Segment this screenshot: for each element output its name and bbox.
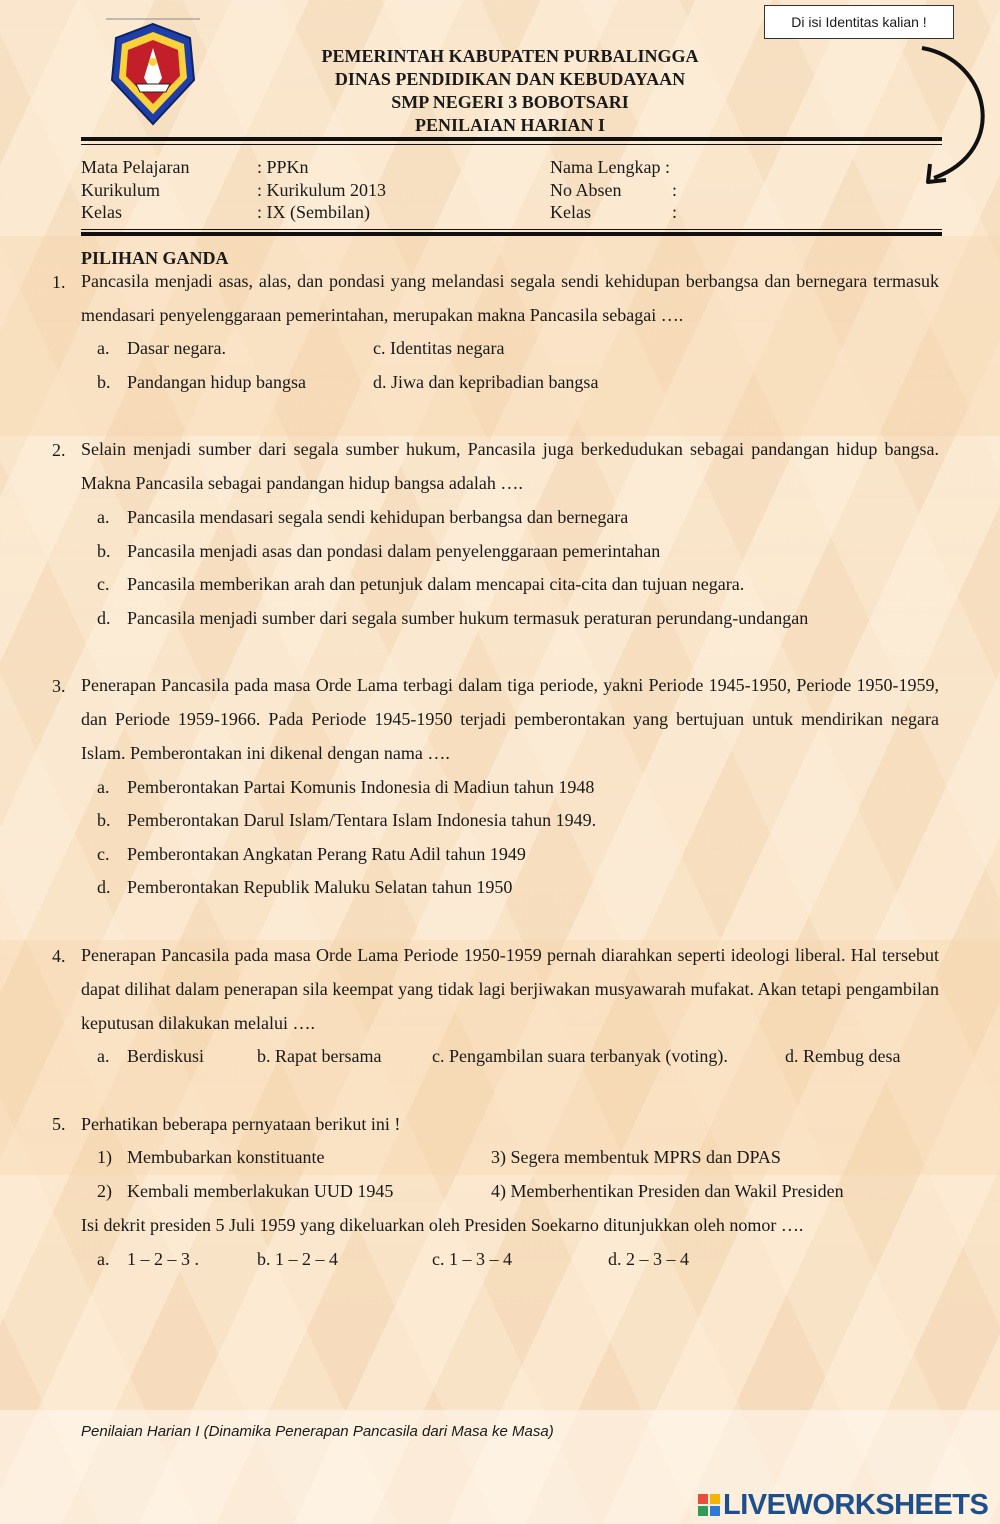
identity-rule-thin: [81, 229, 942, 230]
option-letter: a.: [97, 338, 110, 358]
question-text: Selain menjadi sumber dari segala sumber hukum, Pancasila juga berkedudukan sebagai pandangan hidup bangsa. Makna Pancasila sebagai pandangan hidup bangsa adalah ….: [81, 439, 939, 493]
question-number: 1.: [52, 272, 66, 292]
option-2d[interactable]: Pancasila menjadi sumber dari segala sumber hukum termasuk peraturan perundang-undangan: [127, 608, 809, 628]
option-letter: a.: [97, 1046, 110, 1066]
option-letter: c.: [97, 844, 110, 864]
identity-label-curriculum: Kurikulum: [81, 180, 160, 200]
identity-colon-kelas: :: [672, 202, 678, 222]
question-number: 5.: [52, 1114, 66, 1134]
statement-2: Kembali memberlakukan UUD 1945: [127, 1181, 394, 1201]
option-letter: b.: [97, 810, 111, 830]
option-5c[interactable]: c. 1 – 3 – 4: [432, 1249, 512, 1269]
header-rule-thin: [81, 144, 942, 145]
option-letter: d.: [97, 877, 111, 897]
footer-text: Penilaian Harian I (Dinamika Penerapan Pancasila dari Masa ke Masa): [81, 1423, 554, 1440]
question-number: 3.: [52, 676, 66, 696]
question-text: Penerapan Pancasila pada masa Orde Lama Periode 1950-1959 pernah diarahkan seperti ideologi liberal. Hal tersebut dapat dilihat dalam penerapan sila keempat yang tidak lagi berjiwakan musyawarah mufakat. Akan tetapi pengambilan keputusan dilakukan melalui ….: [81, 945, 939, 1033]
question-number: 4.: [52, 946, 66, 966]
header-line-3: SMP NEGERI 3 BOBOTSARI: [391, 92, 629, 112]
identity-value-curriculum: : Kurikulum 2013: [257, 180, 386, 200]
header-rule: [81, 137, 942, 141]
statement-number: 1): [97, 1147, 112, 1167]
question-text: Perhatikan beberapa pernyataan berikut ini !: [81, 1114, 401, 1134]
statement-4: 4) Memberhentikan Presiden dan Wakil Presiden: [491, 1181, 844, 1201]
identity-callout: [764, 5, 954, 39]
question-number: 2.: [52, 440, 66, 460]
option-5b[interactable]: b. 1 – 2 – 4: [257, 1249, 338, 1269]
section-title: PILIHAN GANDA: [81, 248, 229, 268]
identity-label-name: Nama Lengkap :: [550, 157, 670, 177]
callout-text: Di isi Identitas kalian !: [791, 14, 927, 30]
question-text: Penerapan Pancasila pada masa Orde Lama terbagi dalam tiga periode, yakni Periode 1945-1950, Periode 1950-1959, dan Periode 1959-1966. Pada Periode 1945-1950 terjadi pemberontakan yang bertujuan untuk mendirikan negara Islam. Pemberontakan ini dikenal dengan nama ….: [81, 675, 939, 763]
question-text: Pancasila menjadi asas, alas, dan pondasi yang melandasi segala sendi kehidupan berbangsa dan bernegara termasuk mendasari penyelenggaraan pemerintahan, merupakan makna Pancasila sebagai ….: [81, 271, 939, 325]
option-letter: a.: [97, 1249, 110, 1269]
brand-text: LIVEWORKSHEETS: [723, 1489, 989, 1521]
option-1a[interactable]: Dasar negara.: [127, 338, 226, 358]
identity-value-class: : IX (Sembilan): [257, 202, 370, 222]
kelas-input[interactable]: [690, 202, 890, 224]
brand-logo[interactable]: [698, 1490, 988, 1520]
option-letter: d.: [97, 608, 111, 628]
option-4d[interactable]: d. Rembug desa: [785, 1046, 901, 1066]
option-letter: b.: [97, 541, 111, 561]
option-5d[interactable]: d. 2 – 3 – 4: [608, 1249, 689, 1269]
question-stem: Isi dekrit presiden 5 Juli 1959 yang dikeluarkan oleh Presiden Soekarno ditunjukkan oleh nomor ….: [81, 1215, 804, 1235]
option-1d[interactable]: d. Jiwa dan kepribadian bangsa: [373, 372, 599, 392]
option-3a[interactable]: Pemberontakan Partai Komunis Indonesia di Madiun tahun 1948: [127, 777, 595, 797]
identity-rule: [81, 232, 942, 236]
option-letter: b.: [97, 372, 111, 392]
option-3b[interactable]: Pemberontakan Darul Islam/Tentara Islam Indonesia tahun 1949.: [127, 810, 597, 830]
option-letter: a.: [97, 777, 110, 797]
identity-label-kelas: Kelas: [550, 202, 591, 222]
header-line-1: PEMERINTAH KABUPATEN PURBALINGGA: [321, 46, 699, 66]
option-4c[interactable]: c. Pengambilan suara terbanyak (voting).: [432, 1046, 728, 1066]
option-letter: a.: [97, 507, 110, 527]
option-2b[interactable]: Pancasila menjadi asas dan pondasi dalam penyelenggaraan pemerintahan: [127, 541, 661, 561]
option-3c[interactable]: Pemberontakan Angkatan Perang Ratu Adil tahun 1949: [127, 844, 526, 864]
brand-grid-icon: [698, 1494, 720, 1516]
option-1c[interactable]: c. Identitas negara: [373, 338, 505, 358]
header-line-2: DINAS PENDIDIKAN DAN KEBUDAYAAN: [334, 69, 686, 89]
header-line-4: PENILAIAN HARIAN I: [414, 115, 606, 135]
option-2a[interactable]: Pancasila mendasari segala sendi kehidupan berbangsa dan bernegara: [127, 507, 629, 527]
absen-input[interactable]: [690, 180, 890, 202]
statement-number: 2): [97, 1181, 112, 1201]
identity-label-absen: No Absen: [550, 180, 622, 200]
identity-label-subject: Mata Pelajaran: [81, 157, 190, 177]
identity-label-class: Kelas: [81, 202, 122, 222]
option-1b[interactable]: Pandangan hidup bangsa: [127, 372, 306, 392]
option-3d[interactable]: Pemberontakan Republik Maluku Selatan tahun 1950: [127, 877, 513, 897]
option-2c[interactable]: Pancasila memberikan arah dan petunjuk dalam mencapai cita-cita dan tujuan negara.: [127, 574, 745, 594]
identity-value-subject: : PPKn: [257, 157, 309, 177]
option-4b[interactable]: b. Rapat bersama: [257, 1046, 382, 1066]
option-4a[interactable]: Berdiskusi: [127, 1046, 205, 1066]
name-input[interactable]: [690, 157, 890, 179]
option-letter: c.: [97, 574, 110, 594]
statement-1: Membubarkan konstituante: [127, 1147, 325, 1167]
identity-colon-absen: :: [672, 180, 678, 200]
statement-3: 3) Segera membentuk MPRS dan DPAS: [491, 1147, 781, 1167]
option-5a[interactable]: 1 – 2 – 3 .: [127, 1249, 199, 1269]
